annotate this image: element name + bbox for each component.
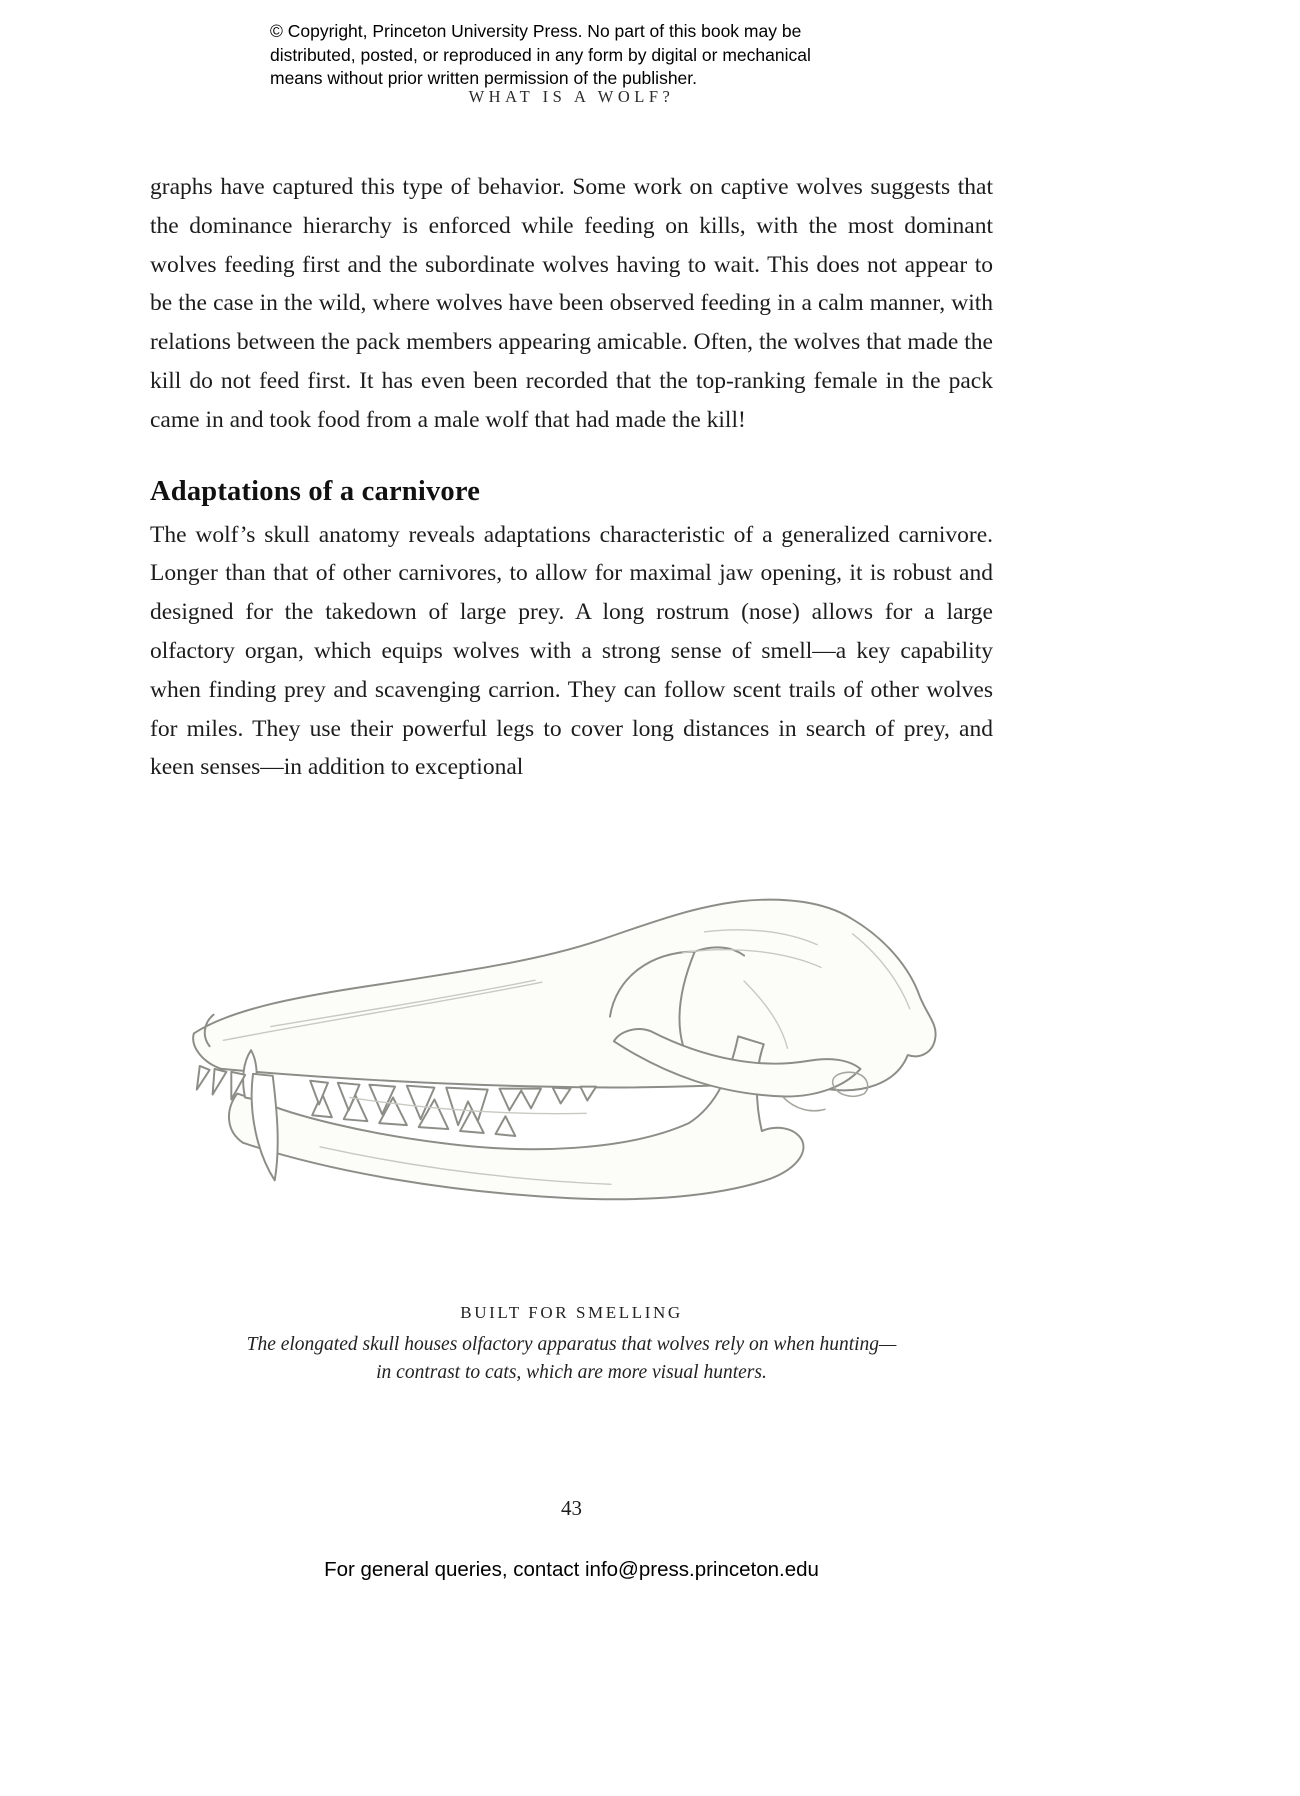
caption-line: in contrast to cats, which are more visual hunters. bbox=[376, 1362, 767, 1384]
running-head: WHAT IS A WOLF? bbox=[468, 87, 675, 106]
copyright-notice bbox=[270, 20, 910, 91]
figure-caption-title: BUILT FOR SMELLING bbox=[460, 1303, 683, 1323]
figure-caption bbox=[150, 1303, 993, 1387]
copyright-line: © Copyright, Princeton University Press. No part of this book may be bbox=[270, 21, 802, 41]
body-paragraph: graphs have captured this type of behavior. Some work on captive wolves suggests that the dominance hierarchy is enforced while feeding on kills, with the most dominant wolves feeding first and the subordinate wolves having to wait. This does not appear to be the case in the wild, where wolves have been observed feeding in a calm manner, with relations between the pack members appearing amicable. Often, the wolves that made the kill do not feed first. It has even been recorded that the top-ranking female in the pack came in and took food from a male wolf that had made the kill! bbox=[150, 174, 993, 433]
page-number: 43 bbox=[561, 1496, 582, 1520]
skull-figure bbox=[150, 851, 993, 1387]
wolf-skull-illustration bbox=[150, 851, 993, 1275]
figure-caption-text bbox=[150, 1331, 993, 1387]
page-body bbox=[150, 168, 993, 1387]
footer-contact: For general queries, contact info@press.princeton.edu bbox=[324, 1558, 819, 1581]
caption-line: The elongated skull houses olfactory apparatus that wolves rely on when hunting— bbox=[246, 1334, 897, 1356]
section-heading: Adaptations of a carnivore bbox=[150, 475, 481, 507]
copyright-line: distributed, posted, or reproduced in any form by digital or mechanical bbox=[270, 44, 811, 65]
copyright-line: means without prior written permission of the publisher. bbox=[270, 68, 698, 88]
body-paragraph: The wolf’s skull anatomy reveals adaptations characteristic of a generalized carnivore. Longer than that of other carnivores, to allow for maximal jaw opening, it is robust and designed for the takedown of large prey. A long rostrum (nose) allows for a large olfactory organ, which equips wolves with a strong sense of smell—a key capability when finding prey and scavenging carrion. They can follow scent trails of other wolves for miles. They use their powerful legs to cover long distances in search of prey, and keen senses—in addition to exceptional bbox=[150, 521, 993, 781]
